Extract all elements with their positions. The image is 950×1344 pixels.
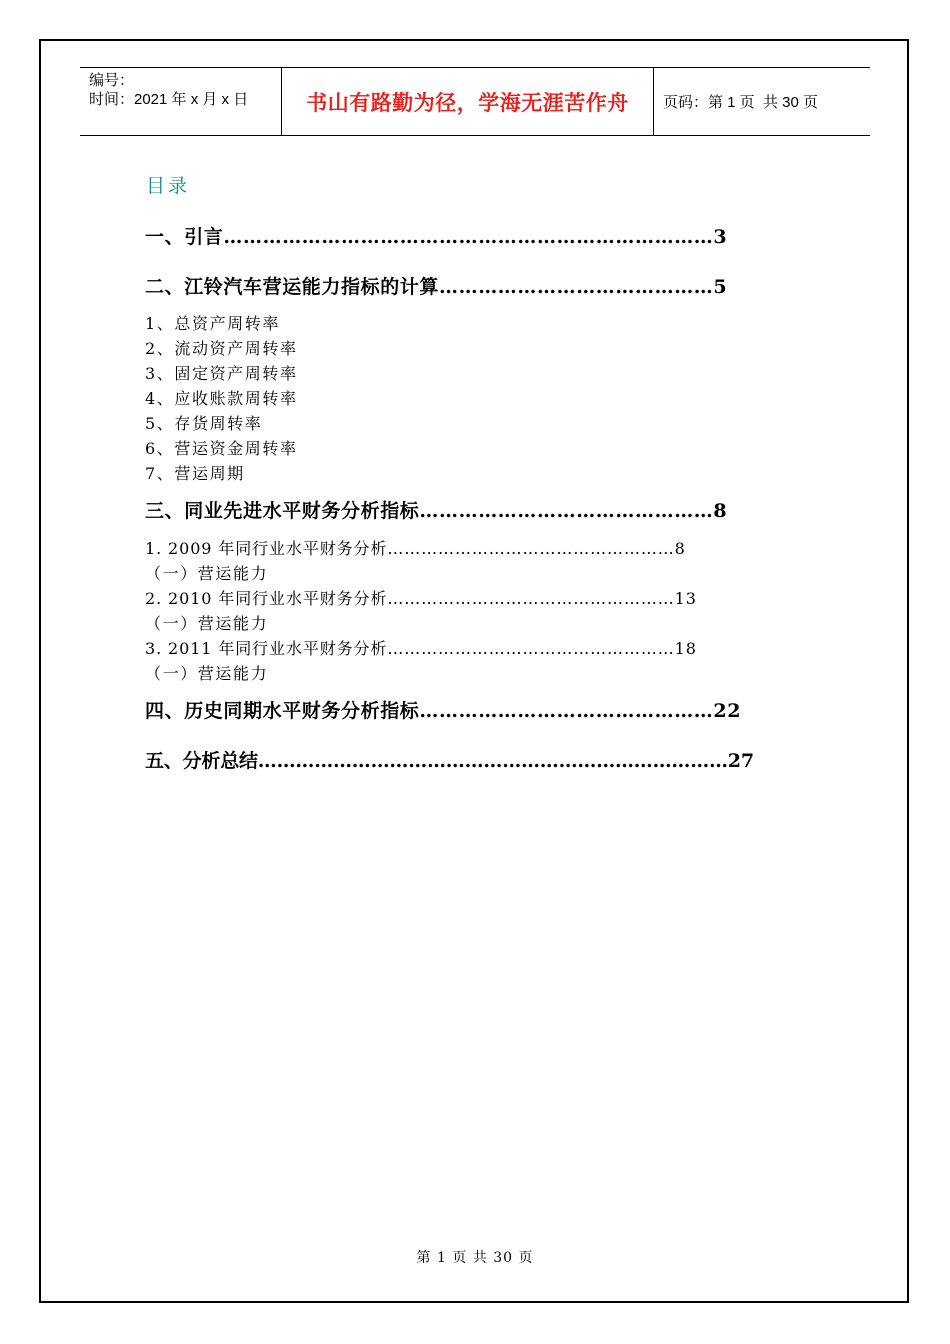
toc-item[interactable]: 3. 2011 年同行业水平财务分析……………………………………………18	[145, 639, 697, 658]
header-page-info-cell	[654, 68, 870, 135]
toc-item[interactable]: 6、营运资金周转率	[145, 439, 298, 458]
toc-item[interactable]: 3、固定资产周转率	[145, 364, 298, 383]
toc-item[interactable]: 2. 2010 年同行业水平财务分析……………………………………………13	[145, 589, 697, 608]
toc-section-2[interactable]: 二、江铃汽车营运能力指标的计算……………………………………5	[145, 276, 728, 298]
toc-item[interactable]: 5、存货周转率	[145, 414, 263, 433]
page-footer: 第 1 页 共 30 页	[416, 1250, 534, 1266]
toc-item[interactable]: 1. 2009 年同行业水平财务分析……………………………………………8	[145, 539, 686, 558]
toc-item[interactable]: 4、应收账款周转率	[145, 389, 298, 408]
toc-item[interactable]: （一）营运能力	[145, 664, 269, 683]
toc-section-3[interactable]: 三、同业先进水平财务分析指标………………………………………8	[145, 500, 728, 522]
toc-section-5[interactable]: 五、分析总结…………………………………………………………………27	[145, 750, 754, 772]
toc-title: 目录	[146, 175, 191, 197]
header-page-info: 页码：第 1 页 共 30 页	[663, 94, 819, 111]
number-label: 编号：	[89, 72, 135, 89]
toc-section-4[interactable]: 四、历史同期水平财务分析指标………………………………………22	[145, 700, 742, 722]
toc-item[interactable]: 2、流动资产周转率	[145, 339, 298, 358]
toc-item[interactable]: 7、营运周期	[145, 464, 245, 483]
header-motto: 书山有路勤为径，学海无涯苦作舟	[282, 68, 654, 135]
time-label: 时间：2021 年 x 月 x 日	[89, 91, 249, 108]
toc-section-1[interactable]: 一、引言…………………………………………………………………3	[145, 226, 728, 248]
toc-item[interactable]: （一）营运能力	[145, 564, 269, 583]
header-table	[80, 67, 870, 136]
header-meta-cell	[80, 68, 282, 135]
toc-item[interactable]: （一）营运能力	[145, 614, 269, 633]
toc-item[interactable]: 1、总资产周转率	[145, 314, 280, 333]
